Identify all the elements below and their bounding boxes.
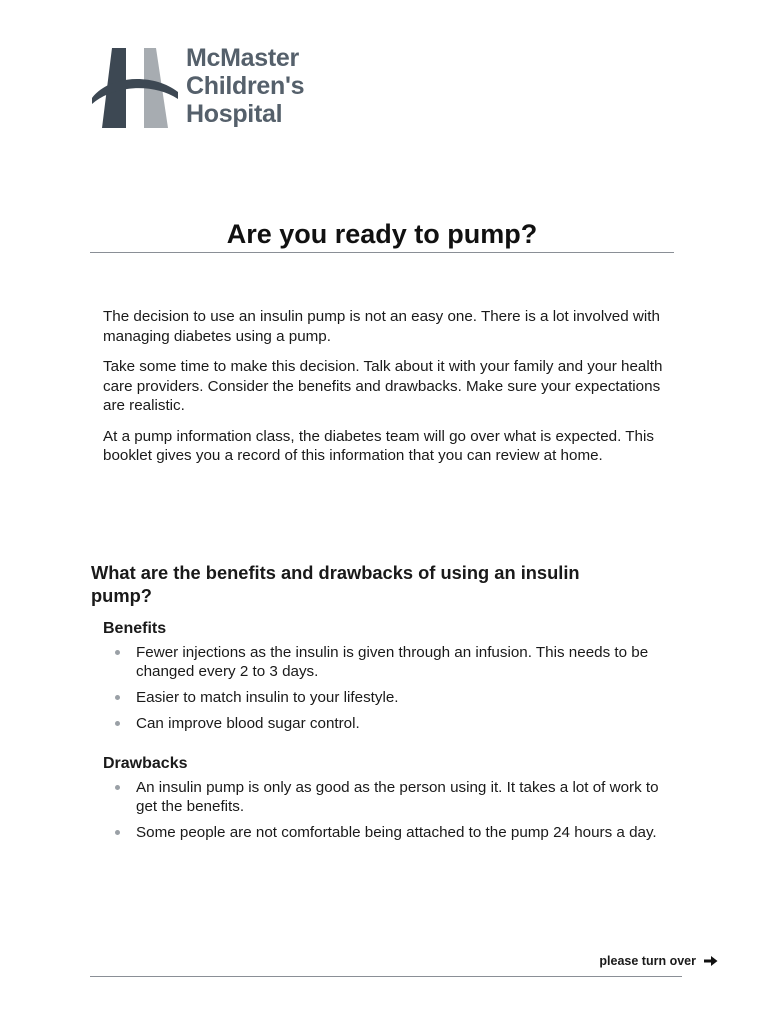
list-item-text: Can improve blood sugar control. — [136, 715, 360, 732]
intro-section — [103, 307, 663, 477]
page-title: Are you ready to pump? — [226, 219, 538, 249]
right-arrow-icon — [704, 955, 718, 967]
footer-divider — [90, 976, 682, 977]
benefits-list — [103, 643, 663, 733]
hospital-logo — [90, 44, 330, 134]
list-item-text: Fewer injections as the insulin is given through an infusion. This needs to be changed every 2 to 3 days. — [136, 644, 649, 680]
bullet-icon — [115, 695, 120, 700]
intro-paragraph-3: At a pump information class, the diabetes team will go over what is expected. This booklet gives you a record of this information that you can review at home. — [103, 427, 654, 464]
bullet-icon — [115, 785, 120, 790]
title-divider — [90, 252, 674, 253]
bullet-icon — [115, 650, 120, 655]
drawbacks-list — [103, 778, 663, 842]
drawbacks-section — [103, 755, 663, 849]
list-item-text: Easier to match insulin to your lifestyle. — [136, 689, 399, 706]
list-item — [103, 643, 663, 681]
intro-paragraph-2: Take some time to make this decision. Talk about it with your family and your health care providers. Consider the benefits and drawbacks. Make sure your expectations are realistic. — [103, 358, 663, 414]
turn-over-note — [599, 954, 718, 968]
list-item — [103, 688, 663, 707]
logo-line-3: Hospital — [186, 100, 283, 128]
list-item — [103, 714, 663, 733]
drawbacks-heading: Drawbacks — [103, 755, 188, 772]
bullet-icon — [115, 721, 120, 726]
logo-line-2: Children's — [186, 72, 305, 100]
benefits-heading: Benefits — [103, 620, 167, 637]
hospital-logo-mark — [90, 44, 180, 134]
benefits-section — [103, 620, 663, 740]
list-item — [103, 778, 663, 816]
list-item-text: Some people are not comfortable being attached to the pump 24 hours a day. — [136, 824, 657, 841]
list-item-text: An insulin pump is only as good as the person using it. It takes a lot of work to get the benefits. — [136, 779, 659, 815]
list-item — [103, 823, 663, 842]
logo-line-1: McMaster — [186, 44, 299, 72]
intro-paragraph-1: The decision to use an insulin pump is not an easy one. There is a lot involved with managing diabetes using a pump. — [103, 308, 660, 345]
section-heading: What are the benefits and drawbacks of using an insulin pump? — [91, 562, 580, 606]
turn-over-text: please turn over — [599, 954, 696, 968]
hospital-logo-wordmark — [186, 44, 304, 128]
bullet-icon — [115, 830, 120, 835]
